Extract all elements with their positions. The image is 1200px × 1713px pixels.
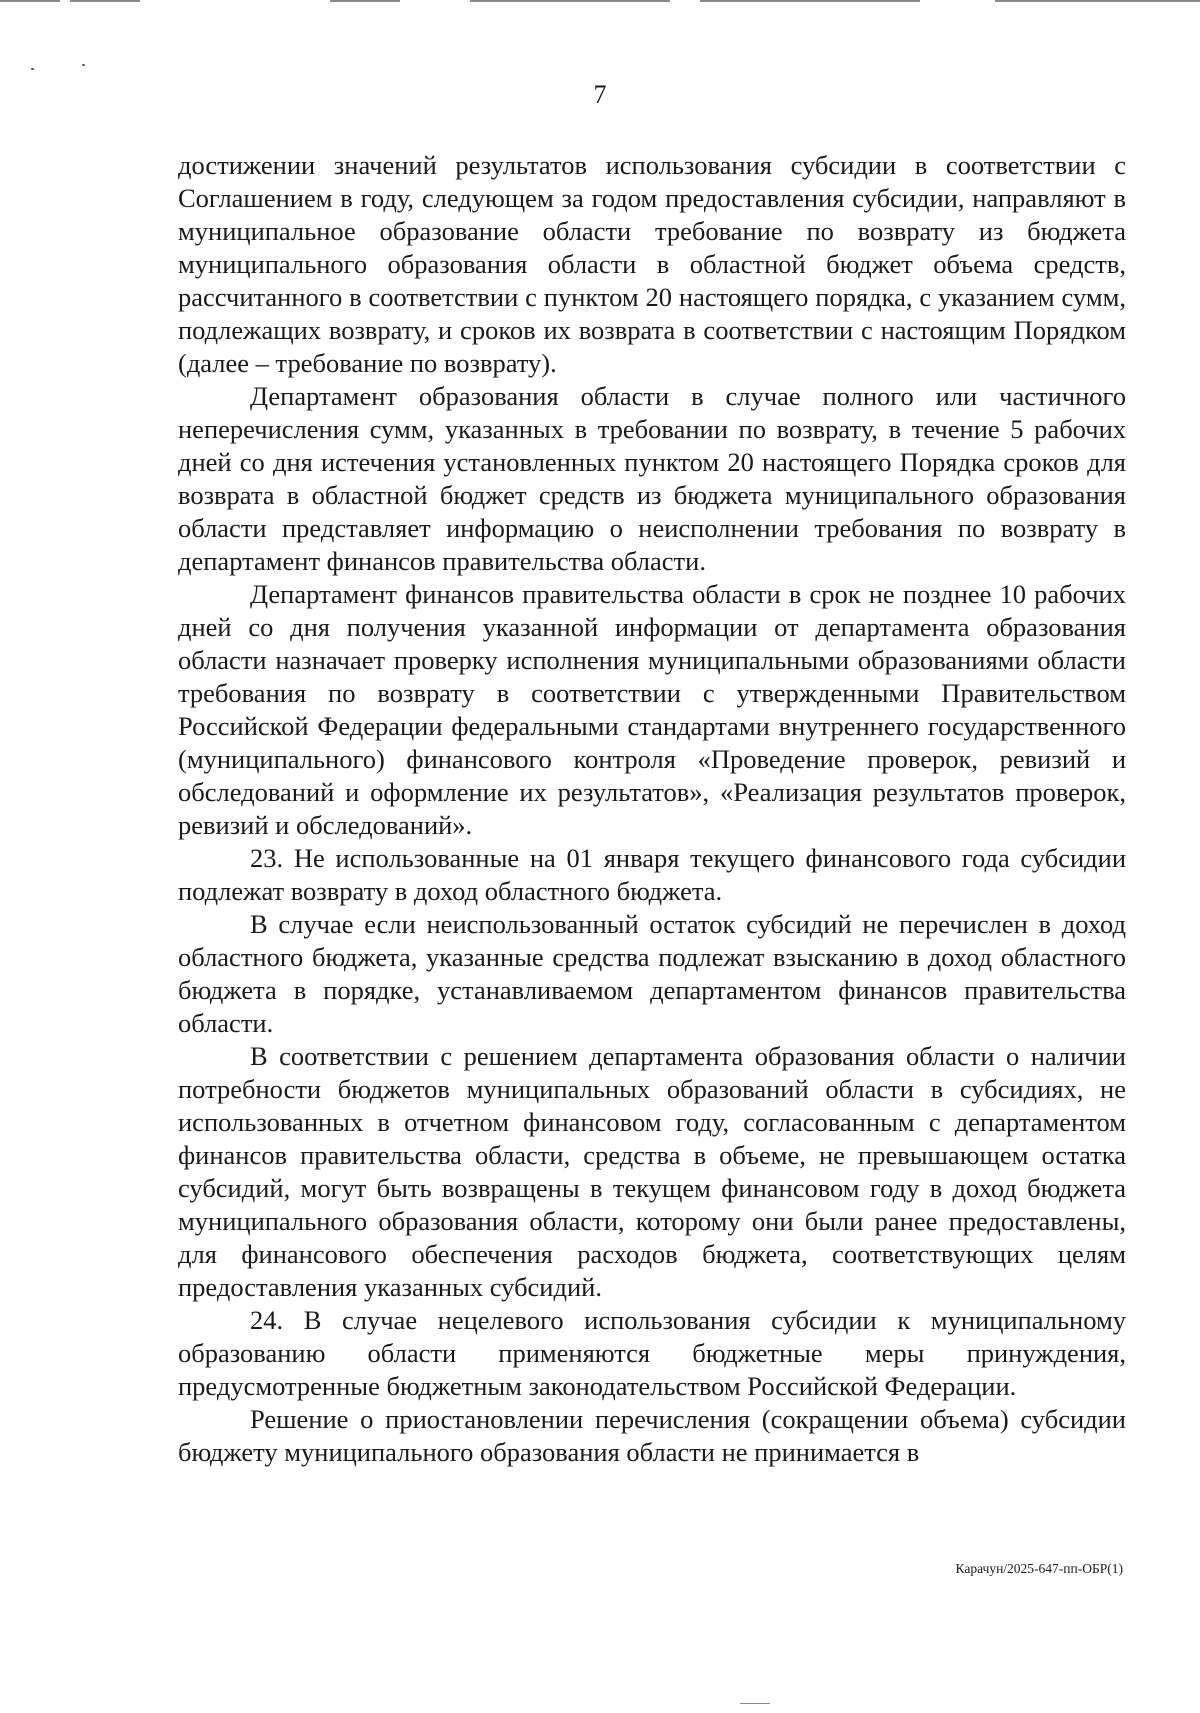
scan-edge-artifact	[330, 0, 400, 2]
scan-speck	[82, 64, 85, 66]
paragraph: В соответствии с решением департамента образования области о наличии потребности бюджетов муниципальных образований области в субсидиях, не использованных в отчетном финансовом году, согласованным с департаментом финансов правительства области, средства в объеме, не превышающем остатка субсидий, могут быть возвращены в текущем финансовом году в доход бюджета муниципального образования области, которому они были ранее предоставлены, для финансового обеспечения расходов бюджета, соответствующих целям предоставления указанных субсидий.	[178, 1041, 1126, 1302]
scan-edge-artifact	[740, 1703, 770, 1704]
paragraph: Решение о приостановлении перечисления (сокращении объема) субсидии бюджету муниципального образования области не принимается в	[178, 1404, 1126, 1467]
paragraph: В случае если неиспользованный остаток субсидий не перечислен в доход областного бюджета, указанные средства подлежат взысканию в доход областного бюджета в порядке, устанавливаемом департаментом финансов правительства области.	[178, 909, 1126, 1038]
paragraph-continuation: достижении значений результатов использования субсидии в соответствии с Соглашением в году, следующем за годом предоставления субсидии, направляют в муниципальное образование области требование по возврату из бюджета муниципального образования области в областной бюджет объема средств, рассчитанного в соответствии с пунктом 20 настоящего порядка, с указанием сумм, подлежащих возврату, и сроков их возврата в соответствии с настоящим Порядком (далее – требование по возврату).	[178, 150, 1126, 378]
document-body	[178, 149, 1126, 1469]
document-footer-code: Карачун/2025-647-пп-ОБР(1)	[955, 1561, 1123, 1576]
paragraph: Департамент образования области в случае полного или частичного неперечисления сумм, указанных в требовании по возврату, в течение 5 рабочих дней со дня истечения установленных пунктом 20 настоящего Порядка сроков для возврата в областной бюджет средств из бюджета муниципального образования области представляет информацию о неисполнении требования по возврату в департамент финансов правительства области.	[178, 381, 1126, 576]
page-number: 7	[593, 80, 607, 109]
scan-edge-artifact	[70, 0, 140, 2]
scan-speck	[31, 68, 34, 70]
scan-edge-artifact	[470, 0, 670, 2]
paragraph: Департамент финансов правительства области в срок не позднее 10 рабочих дней со дня получения указанной информации от департамента образования области назначает проверку исполнения муниципальными образованиями области требования по возврату в соответствии с утвержденными Правительством Российской Федерации федеральными стандартами внутреннего государственного (муниципального) финансового контроля «Проведение проверок, ревизий и обследований и оформление их результатов», «Реализация результатов проверок, ревизий и обследований».	[178, 579, 1126, 840]
paragraph-clause-24: 24. В случае нецелевого использования субсидии к муниципальному образованию области применяются бюджетные меры принуждения, предусмотренные бюджетным законодательством Российской Федерации.	[178, 1305, 1126, 1401]
paragraph-clause-23: 23. Не использованные на 01 января текущего финансового года субсидии подлежат возврату в доход областного бюджета.	[178, 843, 1126, 906]
scan-edge-artifact	[995, 0, 1200, 2]
scan-edge-artifact	[700, 0, 920, 2]
scan-edge-artifact	[0, 0, 60, 2]
